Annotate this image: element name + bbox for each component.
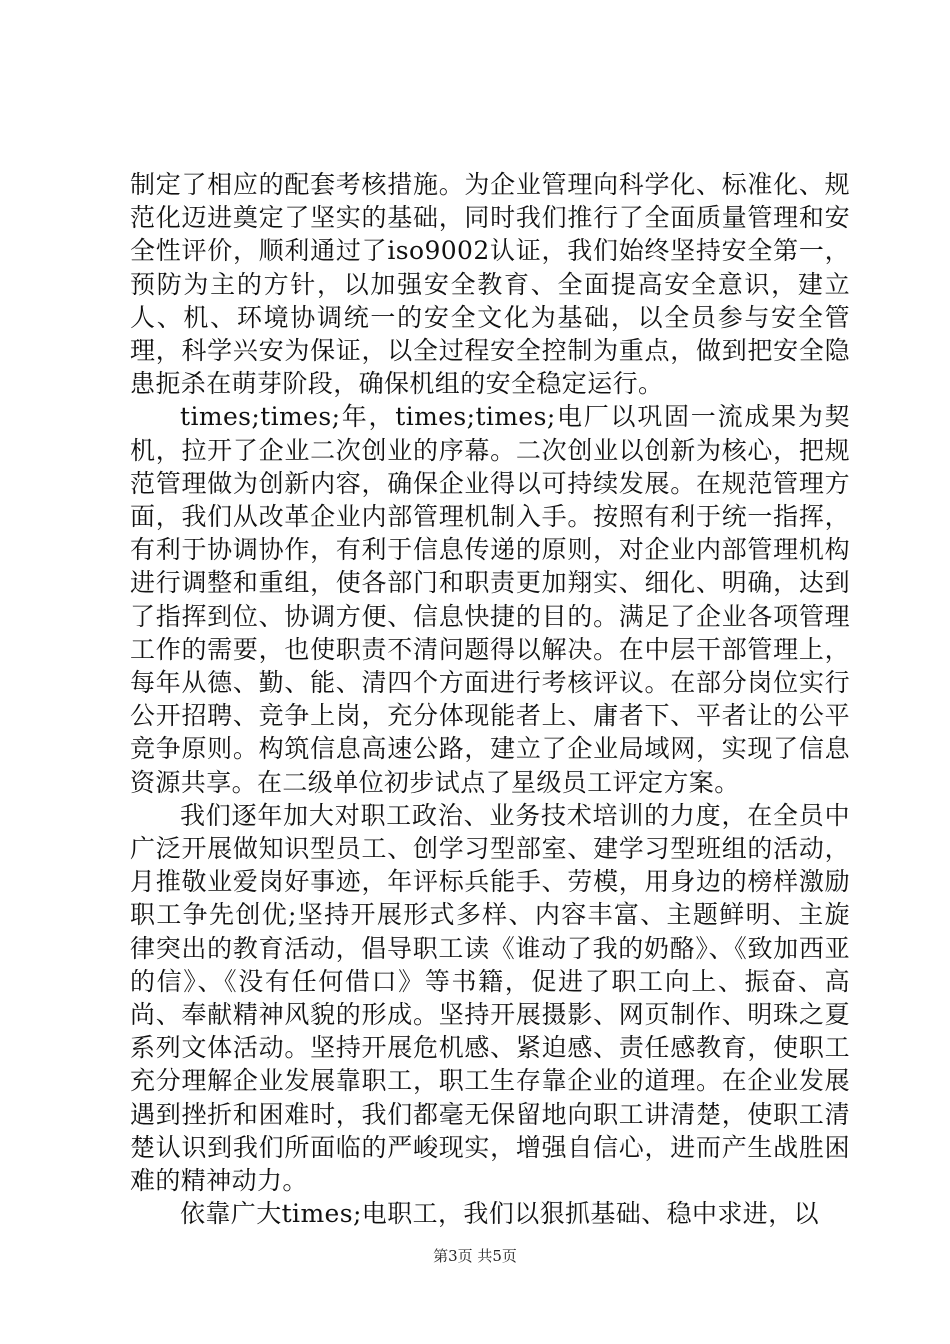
page-number-label: 第3页 共5页 <box>433 1247 517 1265</box>
paragraph-4: 依靠广大times;电职工，我们以狠抓基础、稳中求进，以 <box>180 1199 819 1229</box>
paragraph-1: 制定了相应的配套考核措施。为企业管理向科学化、标准化、规范化迈进奠定了坚实的基础，同时我们推行了全面质量管理和安全性评价，顺利通过了iso9002认证，我们始终坚持安全第一，预防为主的方针，以加强安全教育、全面提高安全意识，建立人、机、环境协调统一的安全文化为基础，以全员参与安全管理，科学兴安为保证，以全过程安全控制为重点，做到把安全隐患扼杀在萌芽阶段，确保机组的安全稳定运行。 <box>130 170 850 399</box>
document-body <box>130 168 850 1231</box>
paragraph-3: 我们逐年加大对职工政治、业务技术培训的力度，在全员中广泛开展做知识型员工、创学习型部室、建学习型班组的活动，月推敬业爱岗好事迹，年评标兵能手、劳模，用身边的榜样激励职工争先创优;坚持开展形式多样、内容丰富、主题鲜明、主旋律突出的教育活动，倡导职工读《谁动了我的奶酪》、《致加西亚的信》、《没有任何借口》等书籍，促进了职工向上、振奋、高尚、奉献精神风貌的形成。坚持开展摄影、网页制作、明珠之夏系列文体活动。坚持开展危机感、紧迫感、责任感教育，使职工充分理解企业发展靠职工，职工生存靠企业的道理。在企业发展遇到挫折和困难时，我们都毫无保留地向职工讲清楚，使职工清楚认识到我们所面临的严峻现实，增强自信心，进而产生战胜困难的精神动力。 <box>130 800 850 1196</box>
paragraph-2: times;times;年，times;times;电厂以巩固一流成果为契机，拉开了企业二次创业的序幕。二次创业以创新为核心，把规范管理做为创新内容，确保企业得以可持续发展。在规范管理方面，我们从改革企业内部管理机制入手。按照有利于统一指挥，有利于协调协作，有利于信息传递的原则，对企业内部管理机构进行调整和重组，使各部门和职责更加翔实、细化、明确，达到了指挥到位、协调方便、信息快捷的目的。满足了企业各项管理工作的需要，也使职责不清问题得以解决。在中层干部管理上，每年从德、勤、能、清四个方面进行考核评议。在部分岗位实行公开招聘、竞争上岗，充分体现能者上、庸者下、平者让的公平竞争原则。构筑信息高速公路，建立了企业局域网，实现了信息资源共享。在二级单位初步试点了星级员工评定方案。 <box>130 402 850 797</box>
page-footer <box>0 1246 950 1266</box>
